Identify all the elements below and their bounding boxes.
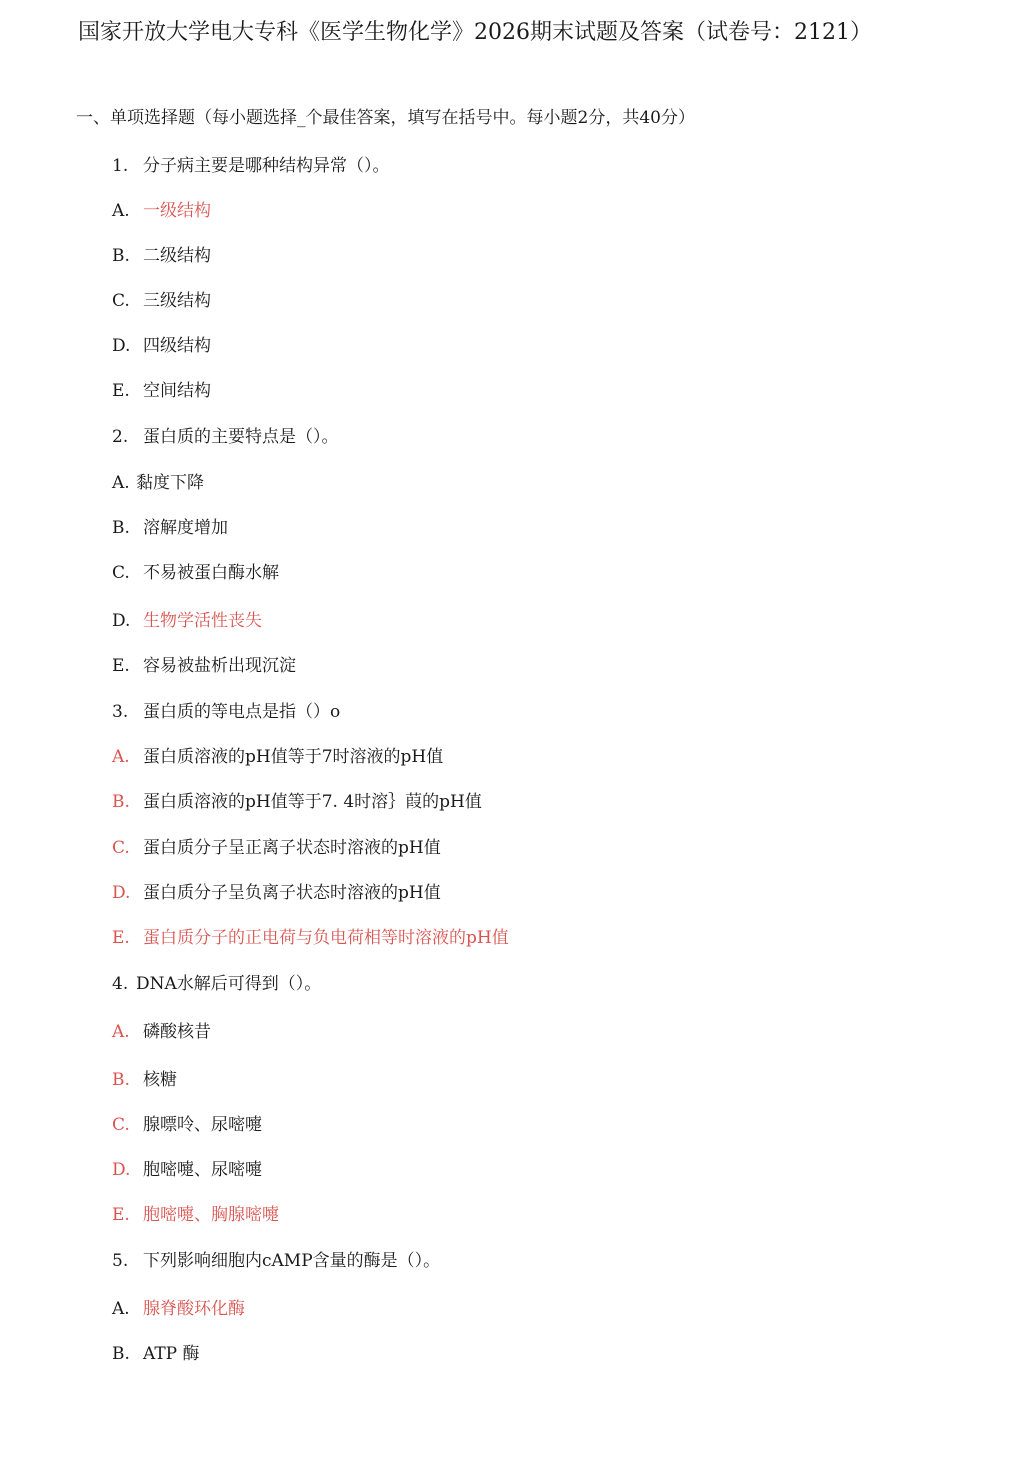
- option-letter: A.: [112, 201, 130, 221]
- question-number: 4.: [112, 974, 129, 994]
- option-letter: D.: [112, 611, 131, 631]
- option-letter: A.: [112, 473, 130, 493]
- question-stem: [112, 152, 390, 180]
- answer-option: [112, 607, 262, 635]
- answer-option: [112, 287, 211, 315]
- option-text: 不易被蛋白酶水解: [143, 563, 279, 583]
- option-letter: C.: [112, 1115, 130, 1135]
- option-letter: A.: [112, 1022, 130, 1042]
- option-letter: D.: [112, 336, 131, 356]
- answer-option: [112, 1340, 200, 1368]
- answer-option: [112, 1111, 262, 1139]
- answer-option: [112, 514, 228, 542]
- option-text: 黏度下降: [136, 473, 204, 493]
- option-text: 胞嘧嚏、尿嘧嚏: [143, 1160, 262, 1180]
- document-title: 国家开放大学电大专科《医学生物化学》2026期末试题及答案（试卷号：2121）: [78, 20, 872, 45]
- option-text: 三级结构: [143, 291, 211, 311]
- answer-option: [112, 1156, 262, 1184]
- option-letter: B.: [112, 518, 130, 538]
- option-text: 二级结构: [143, 246, 211, 266]
- answer-option: [112, 652, 296, 680]
- section-heading: 一、单项选择题（每小题选择_个最佳答案，填写在括号中。每小题2分，共40分）: [76, 108, 695, 128]
- question-stem: [112, 1247, 440, 1275]
- answer-option: [112, 1295, 245, 1323]
- option-text: 一级结构: [143, 201, 211, 221]
- answer-option: [112, 1201, 279, 1229]
- question-stem: [112, 423, 339, 451]
- option-letter: E.: [112, 928, 130, 948]
- option-letter: B.: [112, 1070, 130, 1090]
- option-text: 生物学活性丧失: [143, 611, 262, 631]
- answer-option: [112, 332, 211, 360]
- option-text: 蛋白质分子的正电荷与负电荷相等时溶液的pH值: [143, 928, 509, 948]
- option-text: 蛋白质分子呈正离子状态时溶液的pH值: [143, 838, 441, 858]
- option-text: 蛋白质分子呈负离子状态时溶液的pH值: [143, 883, 441, 903]
- question-text: DNA水解后可得到（）。: [136, 974, 322, 994]
- option-letter: C.: [112, 563, 130, 583]
- question-text: 下列影响细胞内cAMP含量的酶是（）。: [143, 1251, 441, 1271]
- question-stem: [112, 970, 321, 998]
- option-text: 腺嘌呤、尿嘧嚏: [143, 1115, 262, 1135]
- option-text: 溶解度增加: [143, 518, 228, 538]
- option-text: 蛋白质溶液的pH值等于7时溶液的pH值: [143, 747, 444, 767]
- question-stem: [112, 698, 340, 726]
- answer-option: [112, 559, 279, 587]
- answer-option: [112, 1066, 177, 1094]
- question-text: 分子病主要是哪种结构异常（）。: [143, 156, 390, 176]
- option-text: 四级结构: [143, 336, 211, 356]
- option-text: 核糖: [143, 1070, 177, 1090]
- answer-option: [112, 788, 482, 816]
- option-letter: C.: [112, 291, 130, 311]
- answer-option: [112, 242, 211, 270]
- answer-option: [112, 924, 509, 952]
- question-text: 蛋白质的主要特点是（）。: [143, 427, 339, 447]
- answer-option: [112, 377, 211, 405]
- option-text: 磷酸核昔: [143, 1022, 211, 1042]
- option-letter: E.: [112, 656, 130, 676]
- answer-option: [112, 469, 204, 497]
- question-text: 蛋白质的等电点是指（）o: [143, 702, 341, 722]
- answer-option: [112, 879, 441, 907]
- option-letter: D.: [112, 883, 131, 903]
- option-letter: E.: [112, 381, 130, 401]
- answer-option: [112, 743, 443, 771]
- option-letter: D.: [112, 1160, 131, 1180]
- option-text: 容易被盐析出现沉淀: [143, 656, 296, 676]
- answer-option: [112, 1018, 211, 1046]
- option-letter: B.: [112, 792, 130, 812]
- question-number: 5.: [112, 1251, 129, 1271]
- question-number: 2.: [112, 427, 129, 447]
- option-text: 蛋白质溶液的pH值等于7. 4时溶｝葭的pH值: [143, 792, 482, 812]
- option-letter: A.: [112, 747, 130, 767]
- option-letter: C.: [112, 838, 130, 858]
- option-letter: E.: [112, 1205, 130, 1225]
- question-number: 1.: [112, 156, 129, 176]
- question-number: 3.: [112, 702, 129, 722]
- answer-option: [112, 197, 211, 225]
- option-text: 胞嘧嚏、胸腺嘧嚏: [143, 1205, 279, 1225]
- option-letter: B.: [112, 1344, 130, 1364]
- option-letter: A.: [112, 1299, 130, 1319]
- answer-option: [112, 834, 441, 862]
- option-text: ATP 酶: [143, 1344, 200, 1364]
- option-text: 空间结构: [143, 381, 211, 401]
- option-text: 腺脊酸环化酶: [143, 1299, 245, 1319]
- option-letter: B.: [112, 246, 130, 266]
